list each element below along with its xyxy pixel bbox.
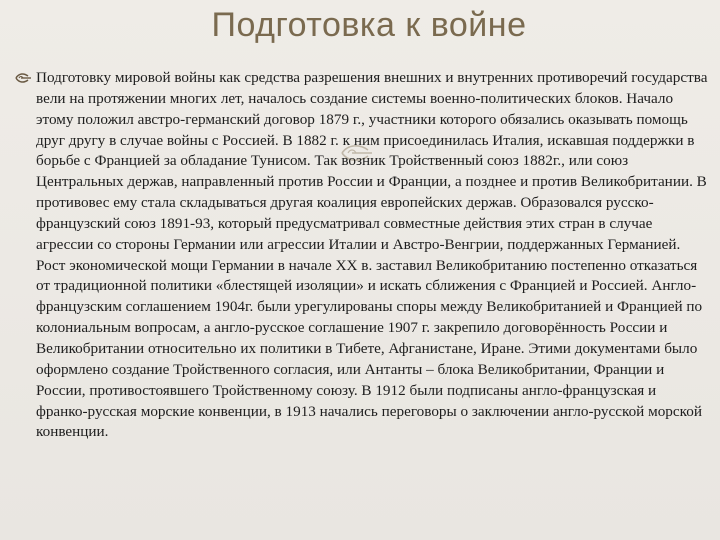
scroll-bullet-icon	[14, 71, 32, 85]
slide-title: Подготовка к войне	[211, 6, 527, 44]
body-paragraph: Подготовку мировой войны как средства разрешения внешних и внутренних противоречий государства вели на протяжении многих лет, началось создание системы военно-политических блоков. Начало этому положил австро-германский договор 1879 г., участники которого обязались оказывать помощь друг другу в случае войны с Россией. В 1882 г. к ним присоединилась Италия, искавшая поддержки в борьбе с Францией за обладание Тунисом. Так возник Тройственный союз 1882г., или союз Центральных держав, направленный против России и Франции, а позднее и против Великобритании. В противовес ему стала складываться другая коалиция европейских держав. Образовался русско-французский союз 1891-93, который предусматривал совместные действия этих стран в случае агрессии со стороны Германии или агрессии Италии и Австро-Венгрии, поддержанных Германией. Рост экономической мощи Германии в начале XX в. заставил Великобританию постепенно отказаться от традиционной политики «блестящей изоляции» и искать сближения с Францией и Россией. Англо-французским соглашением 1904г. были урегулированы споры между Великобританией и Францией по колониальным вопросам, а англо-русское соглашение 1907 г. закрепило договорённость России и Великобритании относительно их политики в Тибете, Афганистане, Иране. Этими документами было оформлено создание Тройственного согласия, или Антанты – блока Великобритании, Франции и России, противостоявшего Тройственному союзу. В 1912 были подписаны англо-французская и франко-русская морские конвенции, в 1913 начались переговоры о заключении англо-русской морской конвенции.	[36, 69, 708, 441]
bullet-item	[14, 68, 710, 443]
